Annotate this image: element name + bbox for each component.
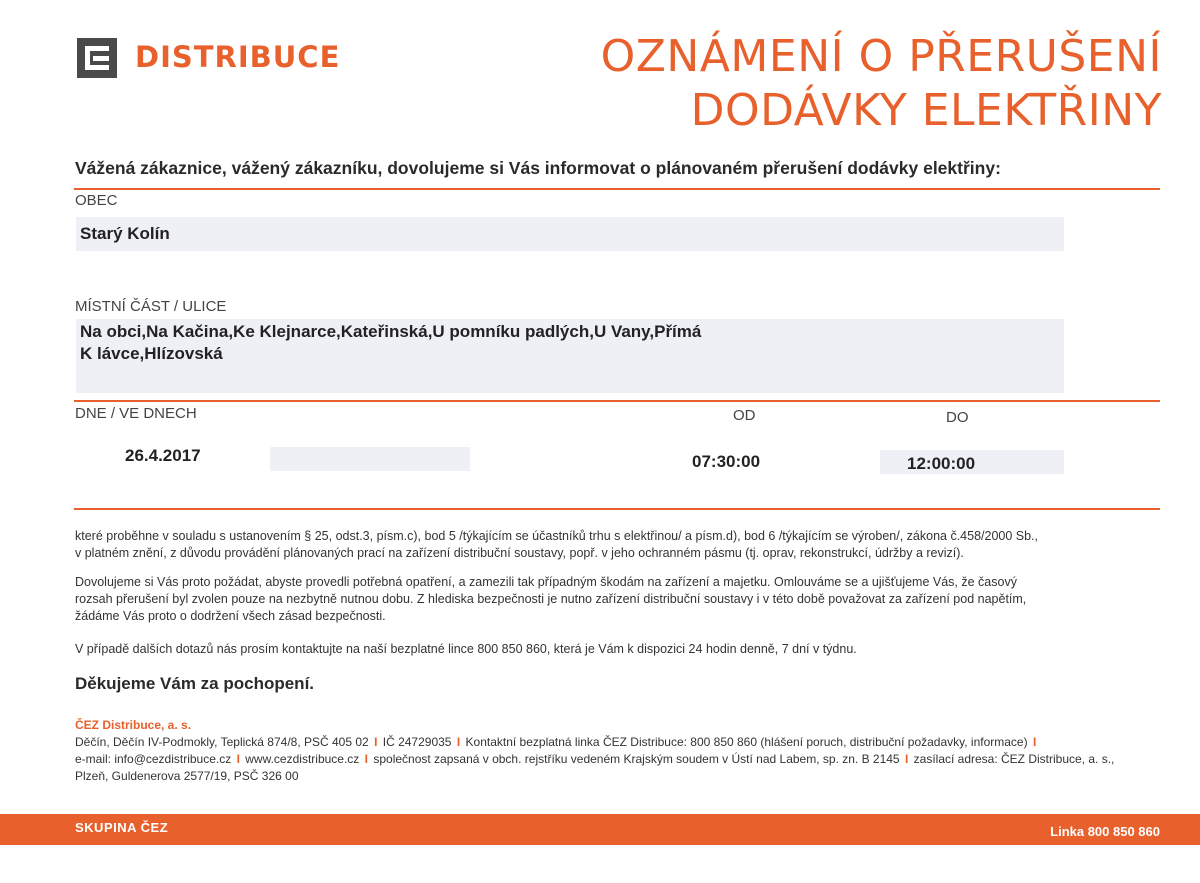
- safety-paragraph: [75, 574, 1165, 625]
- legal-line-1: které proběhne v souladu s ustanovením § 25, odst.3, písm.c), bod 5 /týkajícím se účastníků trhu s elektřinou/ a písm.d), bod 6 /týkajícím se výroben/, zákona č.458/2000 Sb.,: [75, 529, 1039, 543]
- date-value: 26.4.2017: [125, 446, 201, 465]
- ulice-line-2: K lávce,Hlízovská: [80, 344, 223, 363]
- address-text: Děčín, Děčín IV-Podmokly, Teplická 874/8, PSČ 405 02: [75, 735, 369, 749]
- cez-logo-icon: [77, 38, 117, 78]
- title-line-1: OZNÁMENÍ O PŘERUŠENÍ: [600, 31, 1162, 82]
- legal-paragraph: [75, 528, 1165, 562]
- registry-text: společnost zapsaná v obch. rejstříku vedeném Krajským soudem v Ústí nad Labem, sp. zn. B 2145: [373, 752, 900, 766]
- date-label: DNE / VE DNECH: [75, 405, 197, 422]
- ulice-label: MÍSTNÍ ČÁST / ULICE: [75, 298, 227, 315]
- ulice-value: [80, 321, 701, 365]
- from-label: OD: [733, 407, 756, 424]
- company-address: [75, 734, 1165, 785]
- obec-value: Starý Kolín: [80, 224, 170, 243]
- thanks-text: Děkujeme Vám za pochopení.: [75, 674, 315, 693]
- obec-label: OBEC: [75, 192, 118, 209]
- company-name: ČEZ Distribuce, a. s.: [75, 718, 192, 732]
- legal-line-2: v platném znění, z důvodu provádění plánovaných prací na zařízení distribuční soustavy, popř. v jeho ochranném pásmu (tj. oprav, rekonstrukcí, údržby a revizí).: [75, 546, 964, 560]
- mailing-address-text: zasílací adresa: ČEZ Distribuce, a. s.,: [913, 752, 1115, 766]
- from-value: 07:30:00: [692, 452, 761, 471]
- safety-line-1: Dovolujeme si Vás proto požádat, abyste provedli potřebná opatření, a zamezili tak případným škodám na zařízení a majetku. Omlouváme se a ujišťujeme Vás, že časový: [75, 575, 1017, 589]
- company-id: IČ 24729035: [382, 735, 452, 749]
- to-label: DO: [946, 409, 969, 426]
- safety-line-2: rozsah přerušení byl zvolen pouze na nezbytně nutnou dobu. Z hlediska bezpečnosti je nutno zařízení distribuční soustavy i v této době považovat za zařízení pod napětím,: [75, 592, 1027, 606]
- email-link[interactable]: e-mail: info@cezdistribuce.cz: [75, 752, 232, 766]
- page-title: [601, 30, 1162, 138]
- safety-line-3: žádáme Vás proto o dodržení všech zásad bezpečnosti.: [75, 609, 386, 623]
- brand-name: DISTRIBUCE: [135, 40, 341, 74]
- separator: I: [904, 752, 909, 766]
- divider: [74, 188, 1160, 190]
- address-line-2: [75, 751, 1165, 768]
- to-value: 12:00:00: [907, 454, 976, 473]
- ulice-line-1: Na obci,Na Kačina,Ke Klejnarce,Kateřinská,U pomníku padlých,U Vany,Přímá: [80, 322, 702, 341]
- separator: I: [364, 752, 368, 766]
- footer-hotline: Linka 800 850 860: [1050, 824, 1160, 839]
- address-line-1: [75, 734, 1165, 751]
- date-field-background: [270, 447, 470, 471]
- greeting-text: Vážená zákaznice, vážený zákazníku, dovolujeme si Vás informovat o plánovaném přerušení dodávky elektřiny:: [75, 158, 1001, 178]
- hotline-text: Kontaktní bezplatná linka ČEZ Distribuce: 800 850 860 (hlášení poruch, distribuční požadavky, informace): [465, 735, 1028, 749]
- separator: I: [1032, 735, 1037, 749]
- address-line-3: Plzeň, Guldenerova 2577/19, PSČ 326 00: [75, 769, 299, 783]
- separator: I: [236, 752, 240, 766]
- contact-paragraph: V případě dalších dotazů nás prosím kontaktujte na naší bezplatné lince 800 850 860, která je Vám k dispozici 24 hodin denně, 7 dní v týdnu.: [75, 642, 857, 656]
- divider: [74, 508, 1160, 510]
- divider: [74, 400, 1160, 402]
- separator: I: [374, 735, 378, 749]
- footer-group-name: SKUPINA ČEZ: [75, 820, 169, 835]
- title-line-2: DODÁVKY ELEKTŘINY: [690, 85, 1162, 136]
- footer-bar: [0, 814, 1200, 845]
- separator: I: [456, 735, 461, 749]
- obec-field-background: [76, 217, 1064, 251]
- website-link[interactable]: www.cezdistribuce.cz: [245, 752, 360, 766]
